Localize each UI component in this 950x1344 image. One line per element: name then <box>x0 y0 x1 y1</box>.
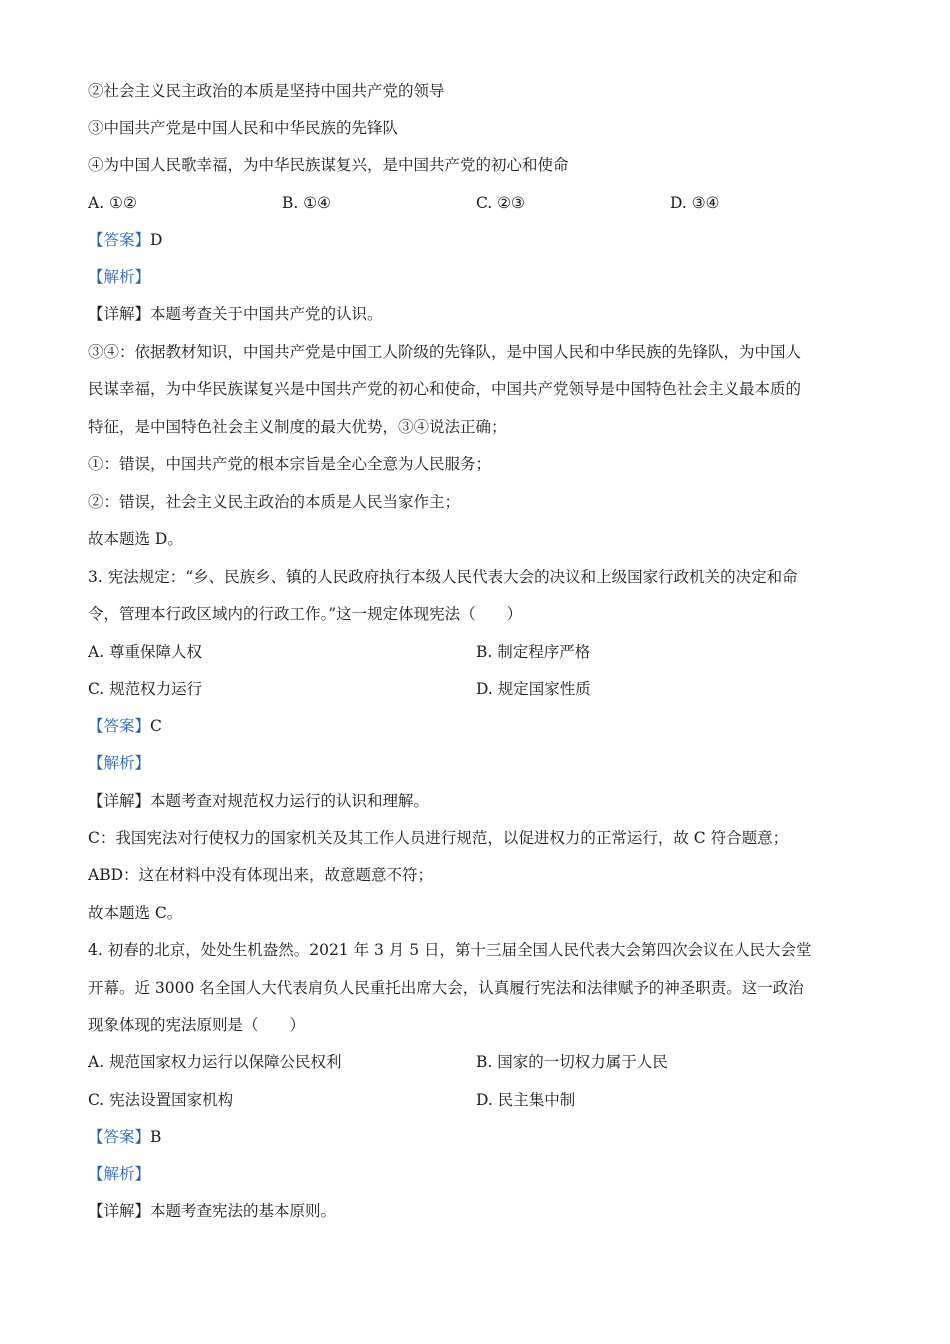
q2-conclusion: 故本题选 D。 <box>88 530 183 548</box>
q4-answer <box>88 1126 868 1148</box>
q2-detail: 【详解】本题考查关于中国共产党的认识。 <box>88 305 383 323</box>
q3-option-a: A. 尊重保障人权 <box>88 643 203 661</box>
q4-detail: 【详解】本题考查宪法的基本原则。 <box>88 1202 337 1220</box>
q2-explanation-4: ①：错误，中国共产党的根本宗旨是全心全意为人民服务； <box>88 455 492 473</box>
q2-option-d: D. ③④ <box>670 194 720 212</box>
q2-explanation-2: 民谋幸福，为中华民族谋复兴是中国共产党的初心和使命，中国共产党领导是中国特色社会主义最本质的 <box>88 380 802 398</box>
statement-3: ③中国共产党是中国人民和中华民族的先锋队 <box>88 119 399 137</box>
q2-explanation-3: 特征，是中国特色社会主义制度的最大优势，③④说法正确； <box>88 418 507 436</box>
answer-tag: 【答案】 <box>88 717 151 735</box>
statement-2: ②社会主义民主政治的本质是坚持中国共产党的领导 <box>88 82 445 100</box>
q2-answer <box>88 229 868 251</box>
answer-tag: 【答案】 <box>88 231 151 249</box>
q3-answer <box>88 715 868 737</box>
q3-detail: 【详解】本题考查对规范权力运行的认识和理解。 <box>88 792 430 810</box>
q4-analysis-tag: 【解析】 <box>88 1165 151 1183</box>
q4-option-c: C. 宪法设置国家机构 <box>88 1091 234 1109</box>
q3-option-b: B. 制定程序严格 <box>476 643 591 661</box>
answer-value: C <box>150 717 162 735</box>
answer-value: D <box>150 231 163 249</box>
q3-explanation-2: ABD：这在材料中没有体现出来，故意题意不符； <box>88 866 434 884</box>
q4-stem-2: 开幕。近 3000 名全国人大代表肩负人民重托出席大会，认真履行宪法和法律赋予的神圣职责。这一政治 <box>88 979 804 997</box>
q3-option-c: C. 规范权力运行 <box>88 680 203 698</box>
q2-analysis-tag: 【解析】 <box>88 268 151 286</box>
q3-stem-1: 3. 宪法规定：“乡、民族乡、镇的人民政府执行本级人民代表大会的决议和上级国家行政机关的决定和命 <box>88 568 798 586</box>
q3-stem-2: 令，管理本行政区域内的行政工作。”这一规定体现宪法（ ） <box>88 605 523 623</box>
q4-option-d: D. 民主集中制 <box>476 1091 576 1109</box>
q3-option-d: D. 规定国家性质 <box>476 680 591 698</box>
q2-option-c: C. ②③ <box>476 194 525 212</box>
q4-stem-1: 4. 初春的北京，处处生机盎然。2021 年 3 月 5 日，第十三届全国人民代表大会第四次会议在人民大会堂 <box>88 941 812 959</box>
q2-option-a: A. ①② <box>88 194 137 212</box>
answer-value: B <box>150 1128 162 1146</box>
statement-4: ④为中国人民歌幸福，为中华民族谋复兴，是中国共产党的初心和使命 <box>88 156 569 174</box>
answer-tag: 【答案】 <box>88 1128 151 1146</box>
q3-analysis-tag: 【解析】 <box>88 754 151 772</box>
q3-conclusion: 故本题选 C。 <box>88 904 183 922</box>
q4-option-a: A. 规范国家权力运行以保障公民权利 <box>88 1053 342 1071</box>
q4-option-b: B. 国家的一切权力属于人民 <box>476 1053 668 1071</box>
q2-explanation-1: ③④：依据教材知识，中国共产党是中国工人阶级的先锋队，是中国人民和中华民族的先锋队，为中国人 <box>88 343 802 361</box>
q3-explanation-1: C：我国宪法对行使权力的国家机关及其工作人员进行规范，以促进权力的正常运行，故 C 符合题意； <box>88 829 789 847</box>
q2-explanation-5: ②：错误，社会主义民主政治的本质是人民当家作主； <box>88 493 461 511</box>
q2-option-b: B. ①④ <box>282 194 332 212</box>
q4-stem-3: 现象体现的宪法原则是（ ） <box>88 1016 306 1034</box>
